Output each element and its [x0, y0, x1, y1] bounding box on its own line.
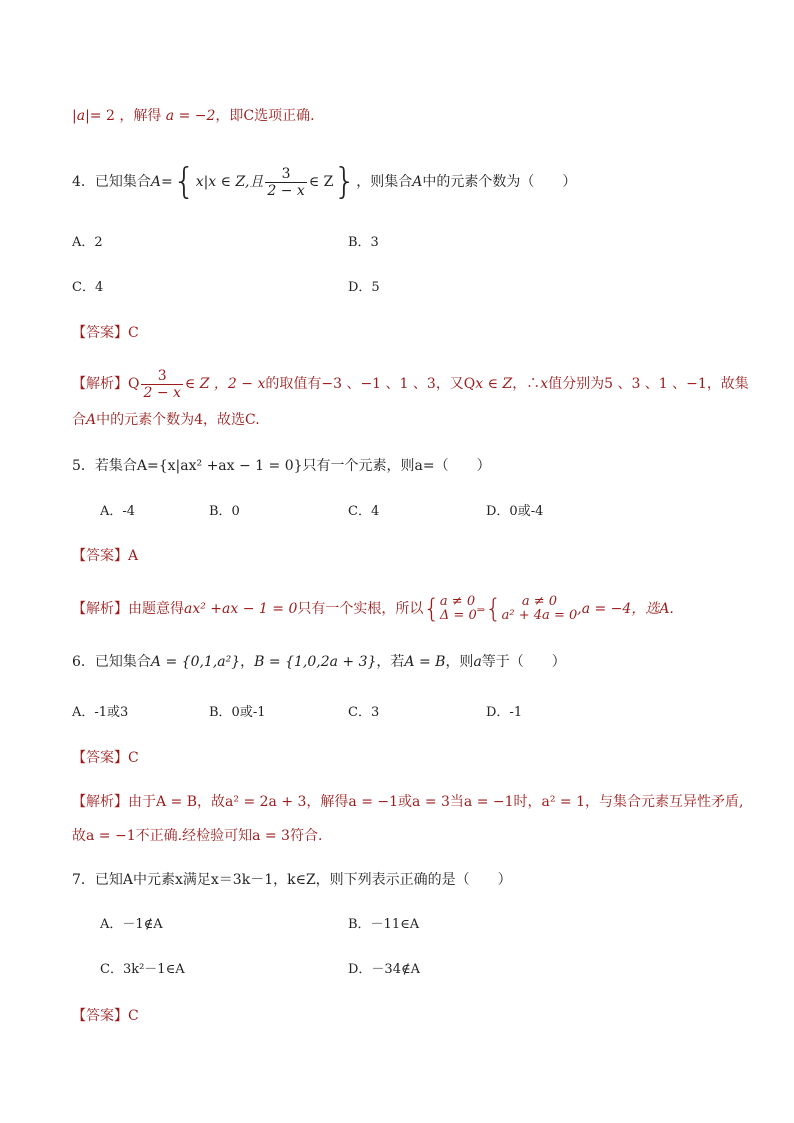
- prev-answer-line: |a|= 2 ，解得 a = −2，即C选项正确.: [72, 108, 315, 124]
- q4-option-d: D．5: [348, 280, 380, 295]
- q4-option-b: B．3: [348, 235, 379, 250]
- q4-option-a: A．2: [72, 235, 103, 250]
- q7-option-c: C．3k²－1∈A: [100, 962, 185, 977]
- q7-option-d: D．－34∉A: [348, 962, 420, 977]
- q5-analysis: 【解析】由题意得ax² +ax − 1 = 0只有一个实根，所以{ a ≠ 0 Δ = 0 ⇒{ a ≠ 0 a² + 4a = 0 ,a = −4，选A.: [72, 594, 674, 624]
- q5-option-a: A．-4: [100, 504, 136, 519]
- q5-option-d: D．0或-4: [486, 504, 544, 519]
- q5-answer: 【答案】A: [72, 548, 139, 564]
- q4-answer: 【答案】C: [72, 325, 139, 341]
- q6-analysis-line2: 故a = −1不正确.经检验可知a = 3符合.: [72, 828, 323, 844]
- q4-option-c: C．4: [72, 280, 104, 295]
- q4-analysis-line2: 合A中的元素个数为4，故选C.: [72, 412, 260, 428]
- q7-answer: 【答案】C: [72, 1008, 139, 1024]
- q6-option-d: D．-1: [486, 705, 523, 720]
- question-5-stem: 5．若集合A={x|ax² +ax − 1 = 0}只有一个元素，则a=（ ）: [72, 458, 491, 474]
- q4-analysis-line1: 【解析】Q $\frac{3}{2 - x}$ ∈ Z ，2 − x的取值有−3 、−1 、1 、3，又Qx ∈ Z，∴x值分别为5 、3 、1 、−1，故集: [72, 367, 749, 401]
- q6-option-b: B．0或-1: [209, 705, 266, 720]
- q6-option-a: A．-1或3: [72, 705, 129, 720]
- q5-option-c: C．4: [348, 504, 380, 519]
- q7-option-a: A．－1∉A: [100, 917, 163, 932]
- q6-analysis-line1: 【解析】由于A = B，故a² = 2a + 3，解得a = −1或a = 3当a = −1时，a² = 1，与集合元素互异性矛盾,: [72, 794, 744, 810]
- question-7-stem: 7．已知A中元素x满足x＝3k－1，k∈Z，则下列表示正确的是（ ）: [72, 872, 512, 888]
- q5-option-b: B．0: [209, 504, 240, 519]
- q6-option-c: C．3: [348, 705, 380, 720]
- q7-option-b: B．－11∈A: [348, 917, 420, 932]
- question-4-stem: 4．已知集合A={x|x ∈ Z,且 $\frac{3}{2 - x}$ ∈ Z}，则集合A中的元素个数为（ ）: [72, 161, 577, 202]
- question-6-stem: 6．已知集合A = {0,1,a²}，B = {1,0,2a + 3}，若A = B，则a等于（ ）: [72, 654, 566, 670]
- q6-answer: 【答案】C: [72, 750, 139, 766]
